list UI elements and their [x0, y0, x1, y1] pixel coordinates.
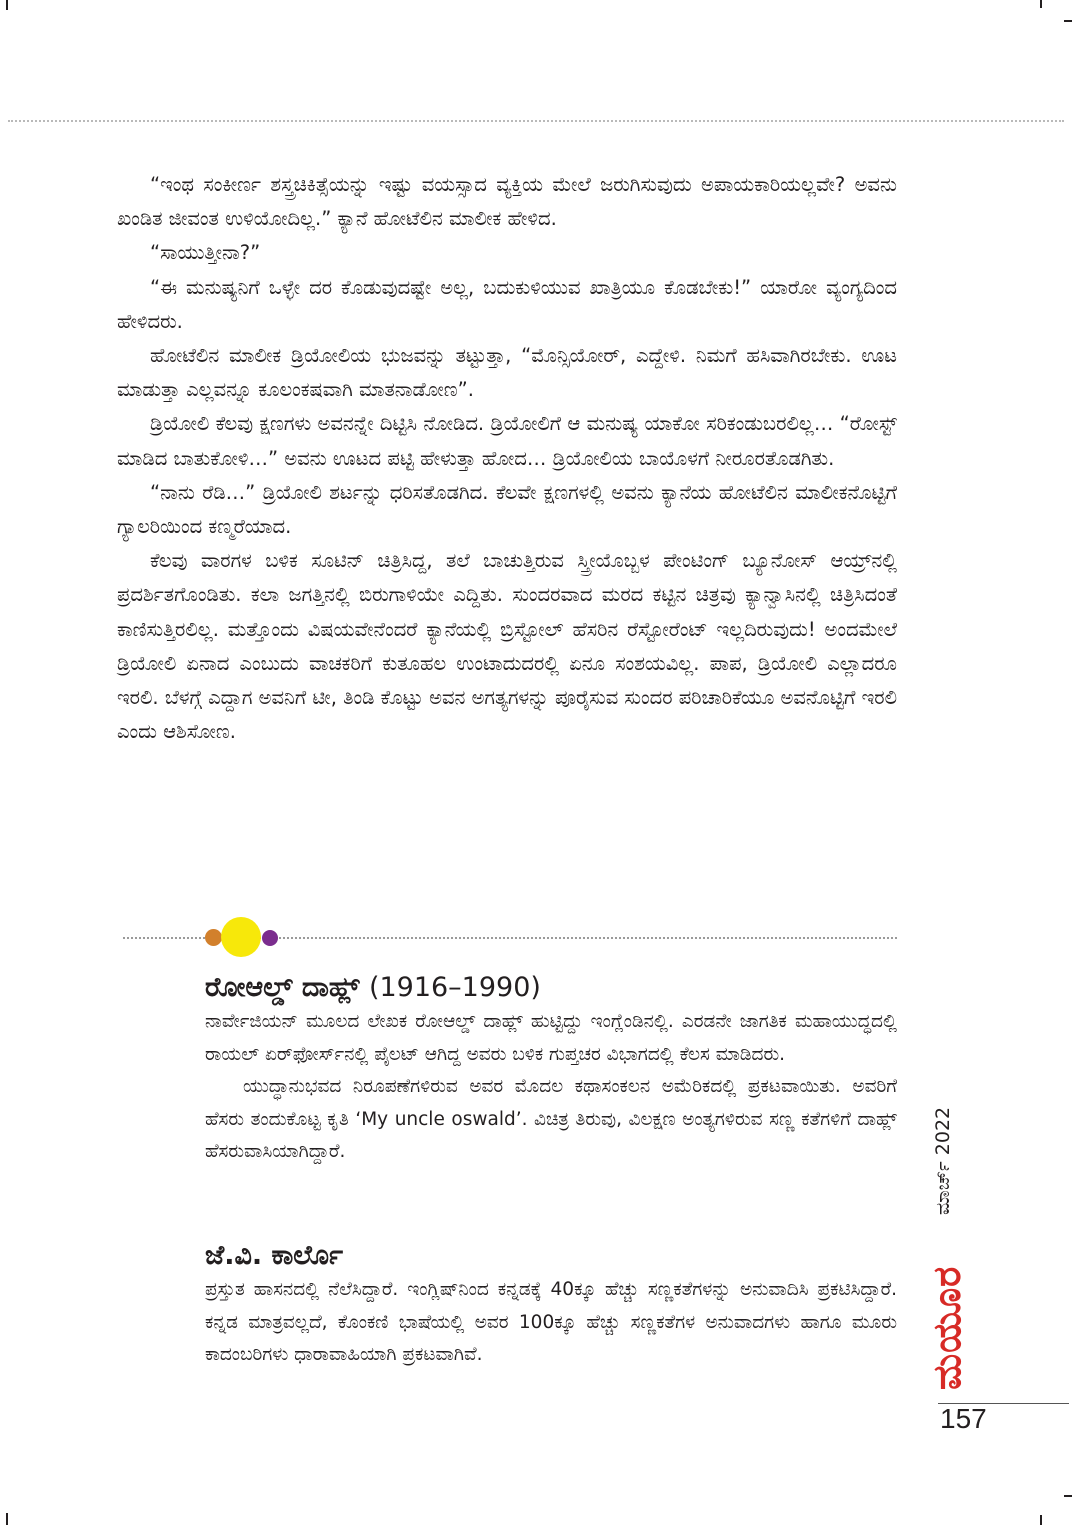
crop-mark [6, 1513, 8, 1525]
author-name: ರೋಆಲ್ಡ್ ದಾಹ್ಲ್ [205, 972, 360, 1003]
author-heading [205, 970, 897, 1006]
purple-dot-ornament [262, 930, 278, 946]
author-years: (1916–1990) [368, 972, 541, 1003]
author-bio-paragraph: ಯುದ್ಧಾನುಭವದ ನಿರೂಪಣೆಗಳಿರುವ ಅವರ ಮೊದಲ ಕಥಾಸಂಕಲನ ಅಮೆರಿಕದಲ್ಲಿ ಪ್ರಕಟವಾಯಿತು. ಅವರಿಗೆ ಹೆಸರು ತಂದುಕೊಟ್ಟ ಕೃತಿ ‘My uncle oswald’. ವಿಚಿತ್ರ ತಿರುವು, ವಿಲಕ್ಷಣ ಅಂತ್ಯಗಳಿರುವ ಸಣ್ಣ ಕತೆಗಳಿಗೆ ದಾಹ್ಲ್ ಹೆಸರುವಾಸಿಯಾಗಿದ್ದಾರೆ. [205, 1076, 897, 1162]
crop-mark [1040, 0, 1042, 8]
story-paragraph: “ಸಾಯುತ್ತೀನಾ?” [150, 241, 261, 265]
author-bio [205, 970, 897, 1169]
story-paragraph: ಹೋಟೆಲಿನ ಮಾಲೀಕ ಡ್ರಿಯೋಲಿಯ ಭುಜವನ್ನು ತಟ್ಟುತ್ತಾ, “ಮೊನ್ಸಿಯೋರ್, ಎದ್ದೇಳಿ. ನಿಮಗೆ ಹಸಿವಾಗಿರಬೇಕು. ಊಟ ಮಾಡುತ್ತಾ ಎಲ್ಲವನ್ನೂ ಕೂಲಂಕಷವಾಗಿ ಮಾತನಾಡೋಣ”. [117, 344, 897, 402]
story-paragraph: “ಇಂಥ ಸಂಕೀರ್ಣ ಶಸ್ತ್ರಚಿಕಿತ್ಸೆಯನ್ನು ಇಷ್ಟು ವಯಸ್ಸಾದ ವ್ಯಕ್ತಿಯ ಮೇಲೆ ಜರುಗಿಸುವುದು ಅಪಾಯಕಾರಿಯಲ್ಲವೇ? ಅವನು ಖಂಡಿತ ಜೀವಂತ ಉಳಿಯೋದಿಲ್ಲ.” ಕ್ಯಾನೆ ಹೋಟೆಲಿನ ಮಾಲೀಕ ಹೇಳಿದ. [117, 173, 897, 231]
translator-bio [205, 1238, 897, 1372]
crop-mark [1064, 20, 1072, 22]
top-dotted-rule [8, 120, 1064, 122]
magazine-logo-text: ಮಯೂರ [925, 1265, 969, 1390]
story-paragraph: ಡ್ರಿಯೋಲಿ ಕೆಲವು ಕ್ಷಣಗಳು ಅವನನ್ನೇ ದಿಟ್ಟಿಸಿ ನೋಡಿದ. ಡ್ರಿಯೋಲಿಗೆ ಆ ಮನುಷ್ಯ ಯಾಕೋ ಸರಿಕಂಡುಬರಲಿಲ್ಲ… “ರೋಸ್ಟ್ ಮಾಡಿದ ಬಾತುಕೋಳಿ…” ಅವನು ಊಟದ ಪಟ್ಟಿ ಹೇಳುತ್ತಾ ಹೋದ… ಡ್ರಿಯೋಲಿಯ ಬಾಯೊಳಗೆ ನೀರೂರತೊಡಗಿತು. [117, 412, 897, 470]
story-paragraph: “ಈ ಮನುಷ್ಯನಿಗೆ ಒಳ್ಳೇ ದರ ಕೊಡುವುದಷ್ಟೇ ಅಲ್ಲ, ಬದುಕುಳಿಯುವ ಖಾತ್ರಿಯೂ ಕೊಡಬೇಕು!” ಯಾರೋ ವ್ಯಂಗ್ಯದಿಂದ ಹೇಳಿದರು. [117, 275, 897, 333]
issue-date: ಮಾರ್ಚ್ 2022 [932, 1106, 954, 1215]
crop-mark [1064, 1495, 1072, 1497]
translator-bio-paragraph: ಪ್ರಸ್ತುತ ಹಾಸನದಲ್ಲಿ ನೆಲೆಸಿದ್ದಾರೆ. ಇಂಗ್ಲಿಷ್‌ನಿಂದ ಕನ್ನಡಕ್ಕೆ 40ಕ್ಕೂ ಹೆಚ್ಚು ಸಣ್ಣಕತೆಗಳನ್ನು ಅನುವಾದಿಸಿ ಪ್ರಕಟಿಸಿದ್ದಾರೆ. ಕನ್ನಡ ಮಾತ್ರವಲ್ಲದೆ, ಕೊಂಕಣಿ ಭಾಷೆಯಲ್ಲಿ ಅವರ 100ಕ್ಕೂ ಹೆಚ್ಚು ಸಣ್ಣಕತೆಗಳ ಅನುವಾದಗಳು ಹಾಗೂ ಮೂರು ಕಾದಂಬರಿಗಳು ಧಾರಾವಾಹಿಯಾಗಿ ಪ್ರಕಟವಾಗಿವೆ. [205, 1279, 897, 1365]
yellow-dot-ornament [221, 917, 261, 957]
orange-dot-ornament [205, 929, 222, 946]
page-number: 157 [940, 1403, 987, 1434]
crop-mark [6, 0, 8, 10]
author-bio-paragraph: ನಾರ್ವೇಜಿಯನ್ ಮೂಲದ ಲೇಖಕ ರೋಆಲ್ಡ್ ದಾಹ್ಲ್ ಹುಟ್ಟಿದ್ದು ಇಂಗ್ಲೆಂಡಿನಲ್ಲಿ. ಎರಡನೇ ಜಾಗತಿಕ ಮಹಾಯುದ್ಧದಲ್ಲಿ ರಾಯಲ್ ಏರ್‌ಫೋರ್ಸ್‌ನಲ್ಲಿ ಪೈಲಟ್ ಆಗಿದ್ದ ಅವರು ಬಳಿಕ ಗುಪ್ತಚರ ವಿಭಾಗದಲ್ಲಿ ಕೆಲಸ ಮಾಡಿದರು. [205, 1011, 897, 1065]
crop-mark [1040, 1515, 1042, 1525]
story-paragraph: ಕೆಲವು ವಾರಗಳ ಬಳಿಕ ಸೂಟಿನ್ ಚಿತ್ರಿಸಿದ್ದ, ತಲೆ ಬಾಚುತ್ತಿರುವ ಸ್ತ್ರೀಯೊಬ್ಬಳ ಪೇಂಟಿಂಗ್ ಬ್ಯೂನೋಸ್ ಆಯ್ರ್‌ನಲ್ಲಿ ಪ್ರದರ್ಶಿತಗೊಂಡಿತು. ಕಲಾ ಜಗತ್ತಿನಲ್ಲಿ ಬಿರುಗಾಳಿಯೇ ಎದ್ದಿತು. ಸುಂದರವಾದ ಮರದ ಕಟ್ಟಿನ ಚಿತ್ರವು ಕ್ಯಾನ್ವಾಸಿನಲ್ಲಿ ಚಿತ್ರಿಸಿದಂತೆ ಕಾಣಿಸುತ್ತಿರಲಿಲ್ಲ. ಮತ್ತೊಂದು ವಿಷಯವೇನೆಂದರೆ ಕ್ಯಾನೆಯಲ್ಲಿ ಬ್ರಿಸ್ಟೋಲ್ ಹೆಸರಿನ ರೆಸ್ಟೋರೆಂಟ್ ಇಲ್ಲದಿರುವುದು! ಅಂದಮೇಲೆ ಡ್ರಿಯೋಲಿ ಏನಾದ ಎಂಬುದು ವಾಚಕರಿಗೆ ಕುತೂಹಲ ಉಂಟಾದುದರಲ್ಲಿ ಏನೂ ಸಂಶಯವಿಲ್ಲ. ಪಾಪ, ಡ್ರಿಯೋಲಿ ಎಲ್ಲಾದರೂ ಇರಲಿ. ಬೆಳಗ್ಗೆ ಎದ್ದಾಗ ಅವನಿಗೆ ಟೀ, ತಿಂಡಿ ಕೊಟ್ಟು ಅವನ ಅಗತ್ಯಗಳನ್ನು ಪೂರೈಸುವ ಸುಂದರ ಪರಿಚಾರಿಕೆಯೂ ಅವನೊಟ್ಟಿಗೆ ಇರಲಿ ಎಂದು ಆಶಿಸೋಣ. [117, 549, 897, 744]
story-paragraph: “ನಾನು ರೆಡಿ…” ಡ್ರಿಯೋಲಿ ಶರ್ಟನ್ನು ಧರಿಸತೊಡಗಿದ. ಕೆಲವೇ ಕ್ಷಣಗಳಲ್ಲಿ ಅವನು ಕ್ಯಾನೆಯ ಹೋಟೆಲಿನ ಮಾಲೀಕನೊಟ್ಟಿಗೆ ಗ್ಯಾಲರಿಯಿಂದ ಕಣ್ಮರೆಯಾದ. [117, 480, 897, 539]
translator-name: ಜೆ.ವಿ. ಕಾರ್ಲೊ [205, 1240, 344, 1271]
story-body [117, 168, 897, 749]
